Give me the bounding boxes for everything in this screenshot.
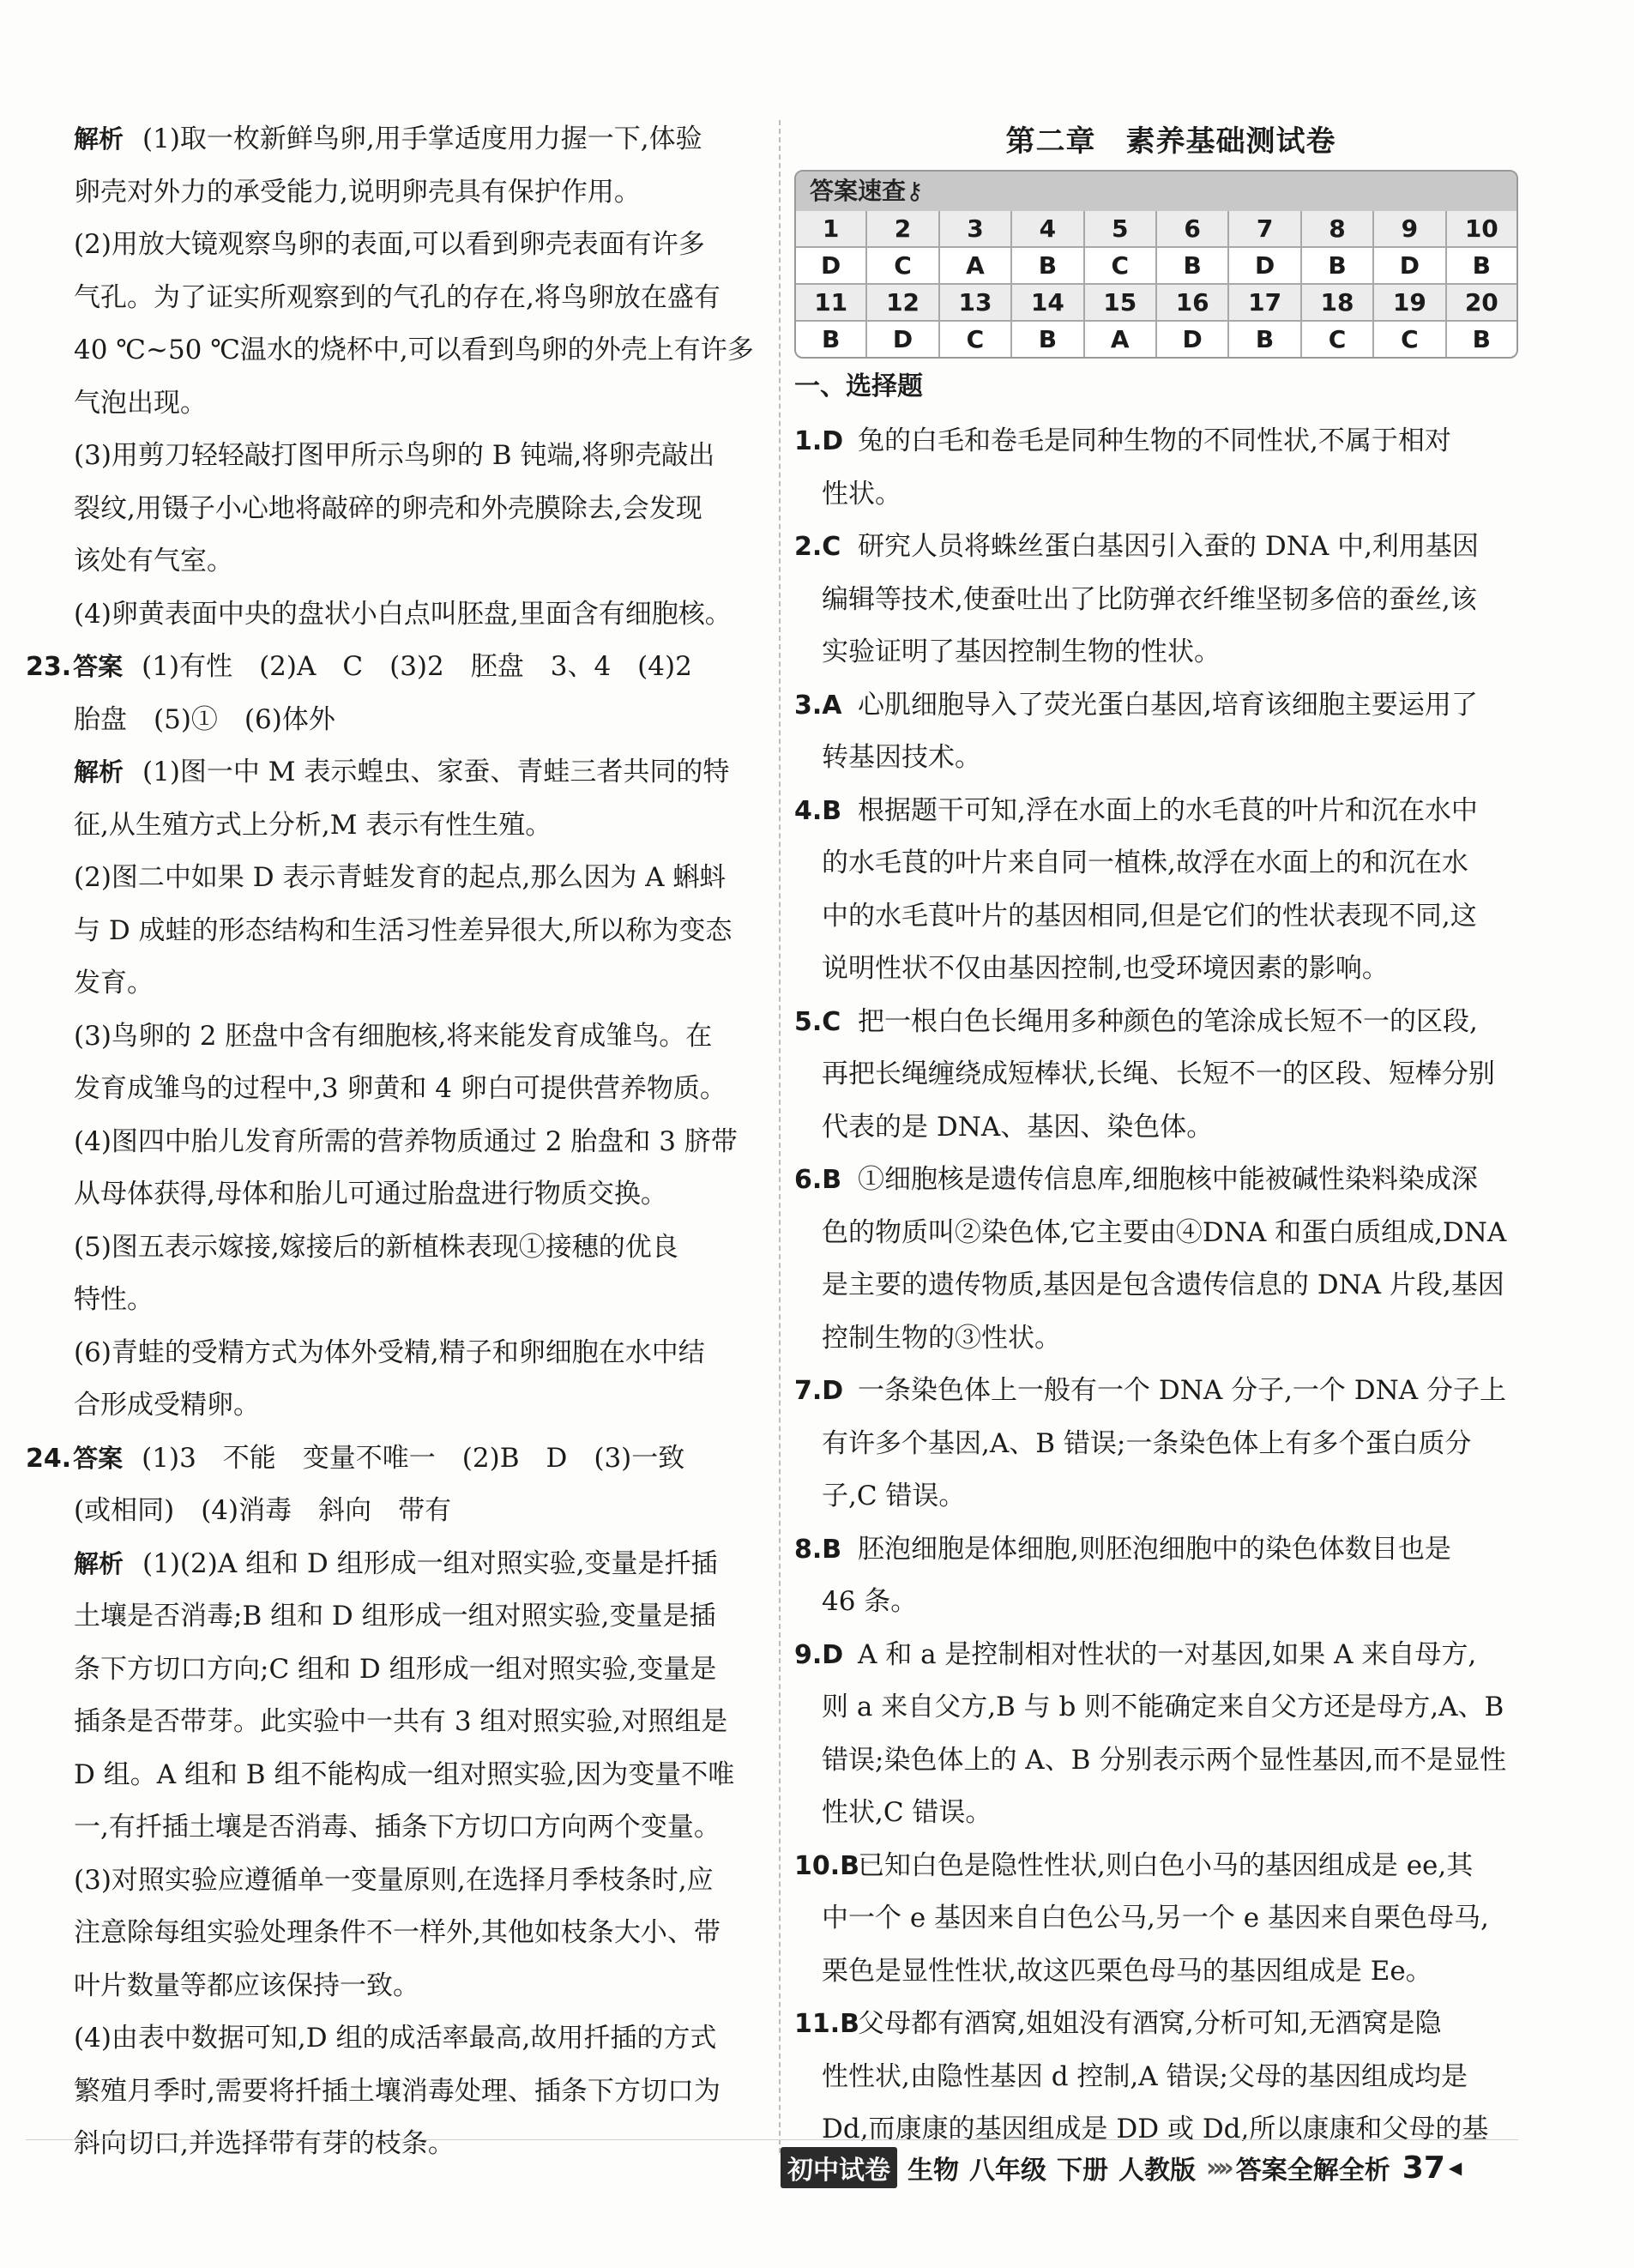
line-text: 有许多个基因,A、B 错误;一条染色体上有多个蛋白质分 — [822, 1427, 1472, 1459]
line-text: 已知白色是隐性性状,则白色小马的基因组成是 ee,其 — [858, 1849, 1474, 1881]
page-number: 37 — [1402, 2150, 1445, 2186]
line-text: 40 ℃~50 ℃温水的烧杯中,可以看到鸟卵的外壳上有许多 — [74, 335, 754, 365]
line-text: (5)图五表示嫁接,嫁接后的新植株表现①接穗的优良 — [74, 1231, 678, 1263]
question-number: 6.B — [794, 1165, 842, 1195]
answer-table-answer: C — [1301, 321, 1373, 357]
text-line — [26, 1749, 765, 1802]
answer-table-answer: B — [1156, 247, 1228, 284]
line-text: 的水毛茛的叶片来自同一植株,故浮在水面上的和沉在水 — [822, 847, 1468, 878]
line-text: 实验证明了基因控制生物的性状。 — [822, 636, 1221, 667]
text-line — [26, 1433, 765, 1486]
question-number: 2.C — [794, 532, 841, 562]
line-text: (1)有性 (2)A C (3)2 胚盘 3、4 (4)2 — [142, 651, 692, 682]
answer-label: 解析 — [74, 124, 124, 154]
line-text: 错误;染色体上的 A、B 分别表示两个显性基因,而不是显性 — [822, 1744, 1507, 1776]
text-line — [794, 1418, 1522, 1471]
text-line — [26, 1907, 765, 1960]
text-line — [26, 1063, 765, 1116]
answer-table-number: 8 — [1301, 211, 1373, 247]
text-line — [26, 1538, 765, 1591]
text-line — [26, 799, 765, 853]
text-line — [794, 837, 1522, 890]
answer-label: 解析 — [74, 1548, 124, 1578]
line-text: 性性状,由隐性基因 d 控制,A 错误;父母的基因组成均是 — [822, 2060, 1468, 2092]
answer-table-answer: B — [1011, 321, 1083, 357]
line-text: 该处有气室。 — [74, 546, 233, 576]
line-text: (4)卵黄表面中央的盘状小白点叫胚盘,里面含有细胞核。 — [74, 598, 732, 630]
line-text: 气孔。为了证实所观察到的气孔的存在,将鸟卵放在盛有 — [74, 281, 721, 313]
series-tag: 初中试卷 — [781, 2147, 897, 2188]
text-line — [794, 996, 1522, 1049]
subject: 生物 — [907, 2156, 959, 2186]
text-line — [26, 905, 765, 958]
line-text: 叶片数量等都应该保持一致。 — [74, 1969, 419, 2001]
line-text: 代表的是 DNA、基因、染色体。 — [822, 1111, 1214, 1143]
line-text: 裂纹,用镊子小心地将敲碎的卵壳和外壳膜除去,会发现 — [74, 492, 702, 524]
text-line — [26, 852, 765, 905]
line-text: 转基因技术。 — [822, 742, 981, 773]
right-column — [794, 113, 1522, 2156]
line-text: 征,从生殖方式上分析,M 表示有性生殖。 — [74, 809, 552, 841]
text-line — [794, 1154, 1522, 1207]
text-line — [26, 272, 765, 325]
answer-box-header: 答案速查⚷ — [796, 172, 1516, 211]
answer-table-answer: B — [796, 321, 866, 357]
line-text: 子,C 错误。 — [822, 1481, 966, 1511]
question-number: 10.B — [794, 1850, 860, 1881]
answer-label: 答案 — [73, 1443, 124, 1473]
answer-table-answer: D — [866, 321, 938, 357]
line-text: ①细胞核是遗传信息库,细胞核中能被碱性染料染成深 — [858, 1164, 1478, 1195]
line-text: 气泡出现。 — [74, 387, 207, 419]
question-number: 1.D — [794, 426, 844, 456]
answer-table-answer: C — [1373, 321, 1445, 357]
line-text: (1)(2)A 组和 D 组形成一组对照实验,变量是扦插 — [142, 1547, 718, 1579]
text-line — [794, 1998, 1522, 2051]
answer-quick-check-box — [794, 170, 1518, 359]
chapter-title: 第二章 素养基础测试卷 — [1005, 124, 1336, 159]
question-number: 9.D — [794, 1639, 844, 1670]
line-text: (6)青蛙的受精方式为体外受精,精子和卵细胞在水中结 — [74, 1336, 705, 1368]
line-text: 46 条。 — [822, 1586, 918, 1617]
text-line — [794, 521, 1522, 574]
line-text: (1)3 不能 变量不唯一 (2)B D (3)一致 — [142, 1442, 685, 1474]
answer-table-number: 13 — [939, 284, 1011, 321]
text-line — [794, 1048, 1522, 1101]
text-line — [26, 377, 765, 431]
line-text: 一条染色体上一般有一个 DNA 分子,一个 DNA 分子上 — [858, 1375, 1507, 1406]
line-text: 性状,C 错误。 — [822, 1797, 992, 1828]
answer-table-answer: A — [939, 247, 1011, 284]
answer-label: 解析 — [74, 757, 124, 787]
line-text: 一,有扦插土壤是否消毒、插条下方切口方向两个变量。 — [74, 1812, 721, 1843]
line-text: (1)取一枚新鲜鸟卵,用手掌适度用力握一下,体验 — [142, 124, 702, 154]
line-text: 则 a 来自父方,B 与 b 则不能确定来自父方还是母方,A、B — [822, 1692, 1504, 1722]
text-line — [26, 1327, 765, 1380]
answer-table-number: 15 — [1084, 284, 1156, 321]
answer-table-number: 11 — [796, 284, 866, 321]
question-number: 5.C — [794, 1006, 841, 1037]
answer-table-answer: C — [1084, 247, 1156, 284]
text-line — [794, 574, 1522, 627]
answer-table — [796, 211, 1516, 357]
answer-table-number: 16 — [1156, 284, 1228, 321]
line-text: 是主要的遗传物质,基因是包含遗传信息的 DNA 片段,基因 — [822, 1270, 1504, 1300]
text-line — [794, 1840, 1522, 1893]
line-text: 从母体获得,母体和胎儿可通过胎盘进行物质交换。 — [74, 1179, 667, 1209]
question-number: 23. — [26, 652, 72, 682]
line-text: Dd,而康康的基因组成是 DD 或 Dd,所以康康和父母的基 — [822, 2114, 1489, 2144]
text-line — [794, 1787, 1522, 1840]
left-column — [26, 113, 765, 2171]
text-line — [26, 324, 765, 377]
answer-table-number: 18 — [1301, 284, 1373, 321]
line-text: 卵壳对外力的承受能力,说明卵壳具有保护作用。 — [74, 176, 641, 208]
text-line — [794, 1629, 1522, 1682]
line-text: 色的物质叫②染色体,它主要由④DNA 和蛋白质组成,DNA — [822, 1216, 1507, 1248]
question-number: 4.B — [794, 795, 842, 826]
line-text: 插条是否带芽。此实验中一共有 3 组对照实验,对照组是 — [74, 1706, 728, 1737]
text-line — [26, 483, 765, 536]
line-text: 性状。 — [822, 478, 901, 510]
answer-table-number: 5 — [1084, 211, 1156, 247]
text-line — [794, 732, 1522, 785]
text-line — [794, 1470, 1522, 1523]
text-line — [794, 1101, 1522, 1155]
line-text: 发育。 — [74, 968, 154, 998]
answer-table-answer: D — [1228, 247, 1300, 284]
answer-table-answer: C — [939, 321, 1011, 357]
footer-title: 答案全解全析 — [1235, 2156, 1390, 2186]
answer-table-number: 7 — [1228, 211, 1300, 247]
answer-table-number: 20 — [1446, 284, 1516, 321]
text-line — [794, 626, 1522, 679]
line-text: 中一个 e 基因来自白色公马,另一个 e 基因来自栗色母马, — [822, 1903, 1489, 1933]
text-line — [26, 1221, 765, 1275]
answer-table-number: 17 — [1228, 284, 1300, 321]
answer-table-answer: B — [1446, 247, 1516, 284]
line-text: 土壤是否消毒;B 组和 D 组形成一组对照实验,变量是插 — [74, 1601, 716, 1632]
text-line — [794, 785, 1522, 838]
text-line — [794, 2051, 1522, 2104]
text-line — [26, 957, 765, 1010]
text-line — [794, 468, 1522, 522]
answer-table-number: 4 — [1011, 211, 1083, 247]
line-text: 根据题干可知,浮在水面上的水毛茛的叶片和沉在水中 — [858, 794, 1478, 826]
line-text: 中的水毛茛叶片的基因相同,但是它们的性状表现不同,这 — [822, 900, 1477, 932]
line-text: 把一根白色长绳用多种颜色的笔涂成长短不一的区段, — [858, 1005, 1478, 1037]
text-line — [26, 166, 765, 220]
text-line — [794, 943, 1522, 996]
answer-table-answer: D — [1373, 247, 1445, 284]
line-text: 控制生物的③性状。 — [822, 1322, 1061, 1354]
line-text: (4)由表中数据可知,D 组的成活率最高,故用扦插的方式 — [74, 2023, 717, 2054]
section-heading: 一、选择题 — [794, 371, 923, 401]
text-line — [794, 1945, 1522, 1999]
line-text: (3)鸟卵的 2 胚盘中含有细胞核,将来能发育成雏鸟。在 — [74, 1020, 713, 1052]
line-text: (2)用放大镜观察鸟卵的表面,可以看到卵壳表面有许多 — [74, 229, 705, 260]
answer-table-answer: B — [1228, 321, 1300, 357]
text-line — [26, 1590, 765, 1644]
text-line — [26, 1855, 765, 1908]
line-text: 编辑等技术,使蚕吐出了比防弹衣纤维坚韧多倍的蚕丝,该 — [822, 583, 1477, 615]
text-line — [794, 1259, 1522, 1312]
triangle-left-icon: ◀ — [1448, 2157, 1462, 2178]
line-text: 斜向切口,并选择带有芽的枝条。 — [74, 2128, 455, 2159]
line-text: 栗色是显性性状,故这匹栗色母马的基因组成是 Ee。 — [822, 1955, 1432, 1987]
chevron-icon: »» — [1206, 2152, 1229, 2183]
answer-table-number: 3 — [939, 211, 1011, 247]
line-text: 繁殖月季时,需要将扦插土壤消毒处理、插条下方切口为 — [74, 2075, 721, 2107]
text-line — [26, 1485, 765, 1538]
answer-table-number: 12 — [866, 284, 938, 321]
text-line — [794, 1681, 1522, 1734]
line-text: 发育成雏鸟的过程中,3 卵黄和 4 卵白可提供营养物质。 — [74, 1073, 727, 1104]
text-line — [26, 588, 765, 642]
text-line — [26, 2066, 765, 2119]
answer-table-answer: A — [1084, 321, 1156, 357]
answer-table-number: 6 — [1156, 211, 1228, 247]
answer-label: 答案 — [73, 652, 124, 681]
text-line — [26, 1116, 765, 1169]
edition: 人教版 — [1118, 2156, 1196, 2186]
line-text: 与 D 成蛙的形态结构和生活习性差异很大,所以称为变态 — [74, 914, 733, 946]
line-text: (3)对照实验应遵循单一变量原则,在选择月季枝条时,应 — [74, 1864, 714, 1896]
line-text: (或相同) (4)消毒 斜向 带有 — [74, 1495, 452, 1526]
text-line — [26, 219, 765, 272]
line-text: 条下方切口方向;C 组和 D 组形成一组对照实验,变量是 — [74, 1653, 717, 1685]
line-text: 心肌细胞导入了荧光蛋白基因,培育该细胞主要运用了 — [858, 689, 1478, 721]
text-line — [26, 1960, 765, 2013]
text-line — [794, 1523, 1522, 1577]
answer-table-number: 10 — [1446, 211, 1516, 247]
answer-table-answer: B — [1301, 247, 1373, 284]
page-footer — [781, 2146, 1462, 2189]
text-line — [26, 1379, 765, 1433]
text-line — [794, 1576, 1522, 1629]
text-line — [26, 1696, 765, 1749]
line-text: 说明性状不仅由基因控制,也受环境因素的影响。 — [822, 953, 1389, 984]
line-text: D 组。A 组和 B 组不能构成一组对照实验,因为变量不唯 — [74, 1758, 735, 1790]
line-text: 兔的白毛和卷毛是同种生物的不同性状,不属于相对 — [858, 425, 1451, 456]
line-text: 研究人员将蛛丝蛋白基因引入蚕的 DNA 中,利用基因 — [858, 531, 1479, 562]
text-line — [26, 113, 765, 166]
text-line — [26, 2012, 765, 2066]
answer-table-answer: C — [866, 247, 938, 284]
text-line — [26, 694, 765, 747]
text-line — [794, 415, 1522, 468]
question-number: 8.B — [794, 1534, 842, 1565]
answer-table-answer: D — [796, 247, 866, 284]
line-text: (4)图四中胎儿发育所需的营养物质通过 2 胎盘和 3 脐带 — [74, 1125, 738, 1157]
text-line — [26, 746, 765, 799]
text-line — [794, 1207, 1522, 1260]
line-text: 特性。 — [74, 1284, 154, 1315]
line-text: (1)图一中 M 表示蝗虫、家蚕、青蛙三者共同的特 — [142, 757, 730, 787]
line-text: (3)用剪刀轻轻敲打图甲所示鸟卵的 B 钝端,将卵壳敲出 — [74, 440, 715, 471]
text-line — [26, 1274, 765, 1327]
text-line — [794, 1892, 1522, 1945]
line-text: 胎盘 (5)① (6)体外 — [74, 703, 335, 735]
text-line — [794, 1365, 1522, 1418]
question-number: 24. — [26, 1443, 72, 1474]
text-line — [794, 890, 1522, 944]
text-line — [26, 2118, 765, 2171]
line-text: (2)图二中如果 D 表示青蛙发育的起点,那么因为 A 蝌蚪 — [74, 862, 727, 893]
text-line — [26, 1644, 765, 1697]
answer-table-answer: B — [1446, 321, 1516, 357]
text-line — [26, 535, 765, 588]
line-text: 胚泡细胞是体细胞,则胚泡细胞中的染色体数目也是 — [858, 1533, 1451, 1565]
line-text: A 和 a 是控制相对性状的一对基因,如果 A 来自母方, — [858, 1638, 1477, 1670]
volume: 下册 — [1057, 2156, 1108, 2186]
answer-table-number: 1 — [796, 211, 866, 247]
text-line — [26, 1168, 765, 1221]
answer-table-answer: D — [1156, 321, 1228, 357]
grade: 八年级 — [969, 2156, 1046, 2186]
key-icon: ⚷ — [906, 177, 924, 205]
text-line — [26, 430, 765, 483]
text-line — [26, 641, 765, 694]
text-line — [794, 679, 1522, 733]
question-number: 7.D — [794, 1376, 844, 1406]
column-divider — [779, 120, 781, 2153]
bottom-rule — [26, 2139, 1518, 2140]
line-text: 合形成受精卵。 — [74, 1390, 260, 1421]
answer-table-number: 9 — [1373, 211, 1445, 247]
text-line — [26, 1801, 765, 1855]
text-line — [794, 1312, 1522, 1366]
text-line — [794, 1734, 1522, 1788]
question-number: 11.B — [794, 2009, 860, 2039]
line-text: 注意除每组实验处理条件不一样外,其他如枝条大小、带 — [74, 1917, 721, 1948]
answer-table-number: 14 — [1011, 284, 1083, 321]
answer-table-answer: B — [1011, 247, 1083, 284]
text-line — [26, 1010, 765, 1064]
line-text: 父母都有酒窝,姐姐没有酒窝,分析可知,无酒窝是隐 — [858, 2008, 1442, 2039]
question-number: 3.A — [794, 690, 842, 721]
line-text: 再把长绳缠绕成短棒状,长绳、长短不一的区段、短棒分别 — [822, 1059, 1495, 1089]
answer-table-number: 2 — [866, 211, 938, 247]
answer-table-number: 19 — [1373, 284, 1445, 321]
